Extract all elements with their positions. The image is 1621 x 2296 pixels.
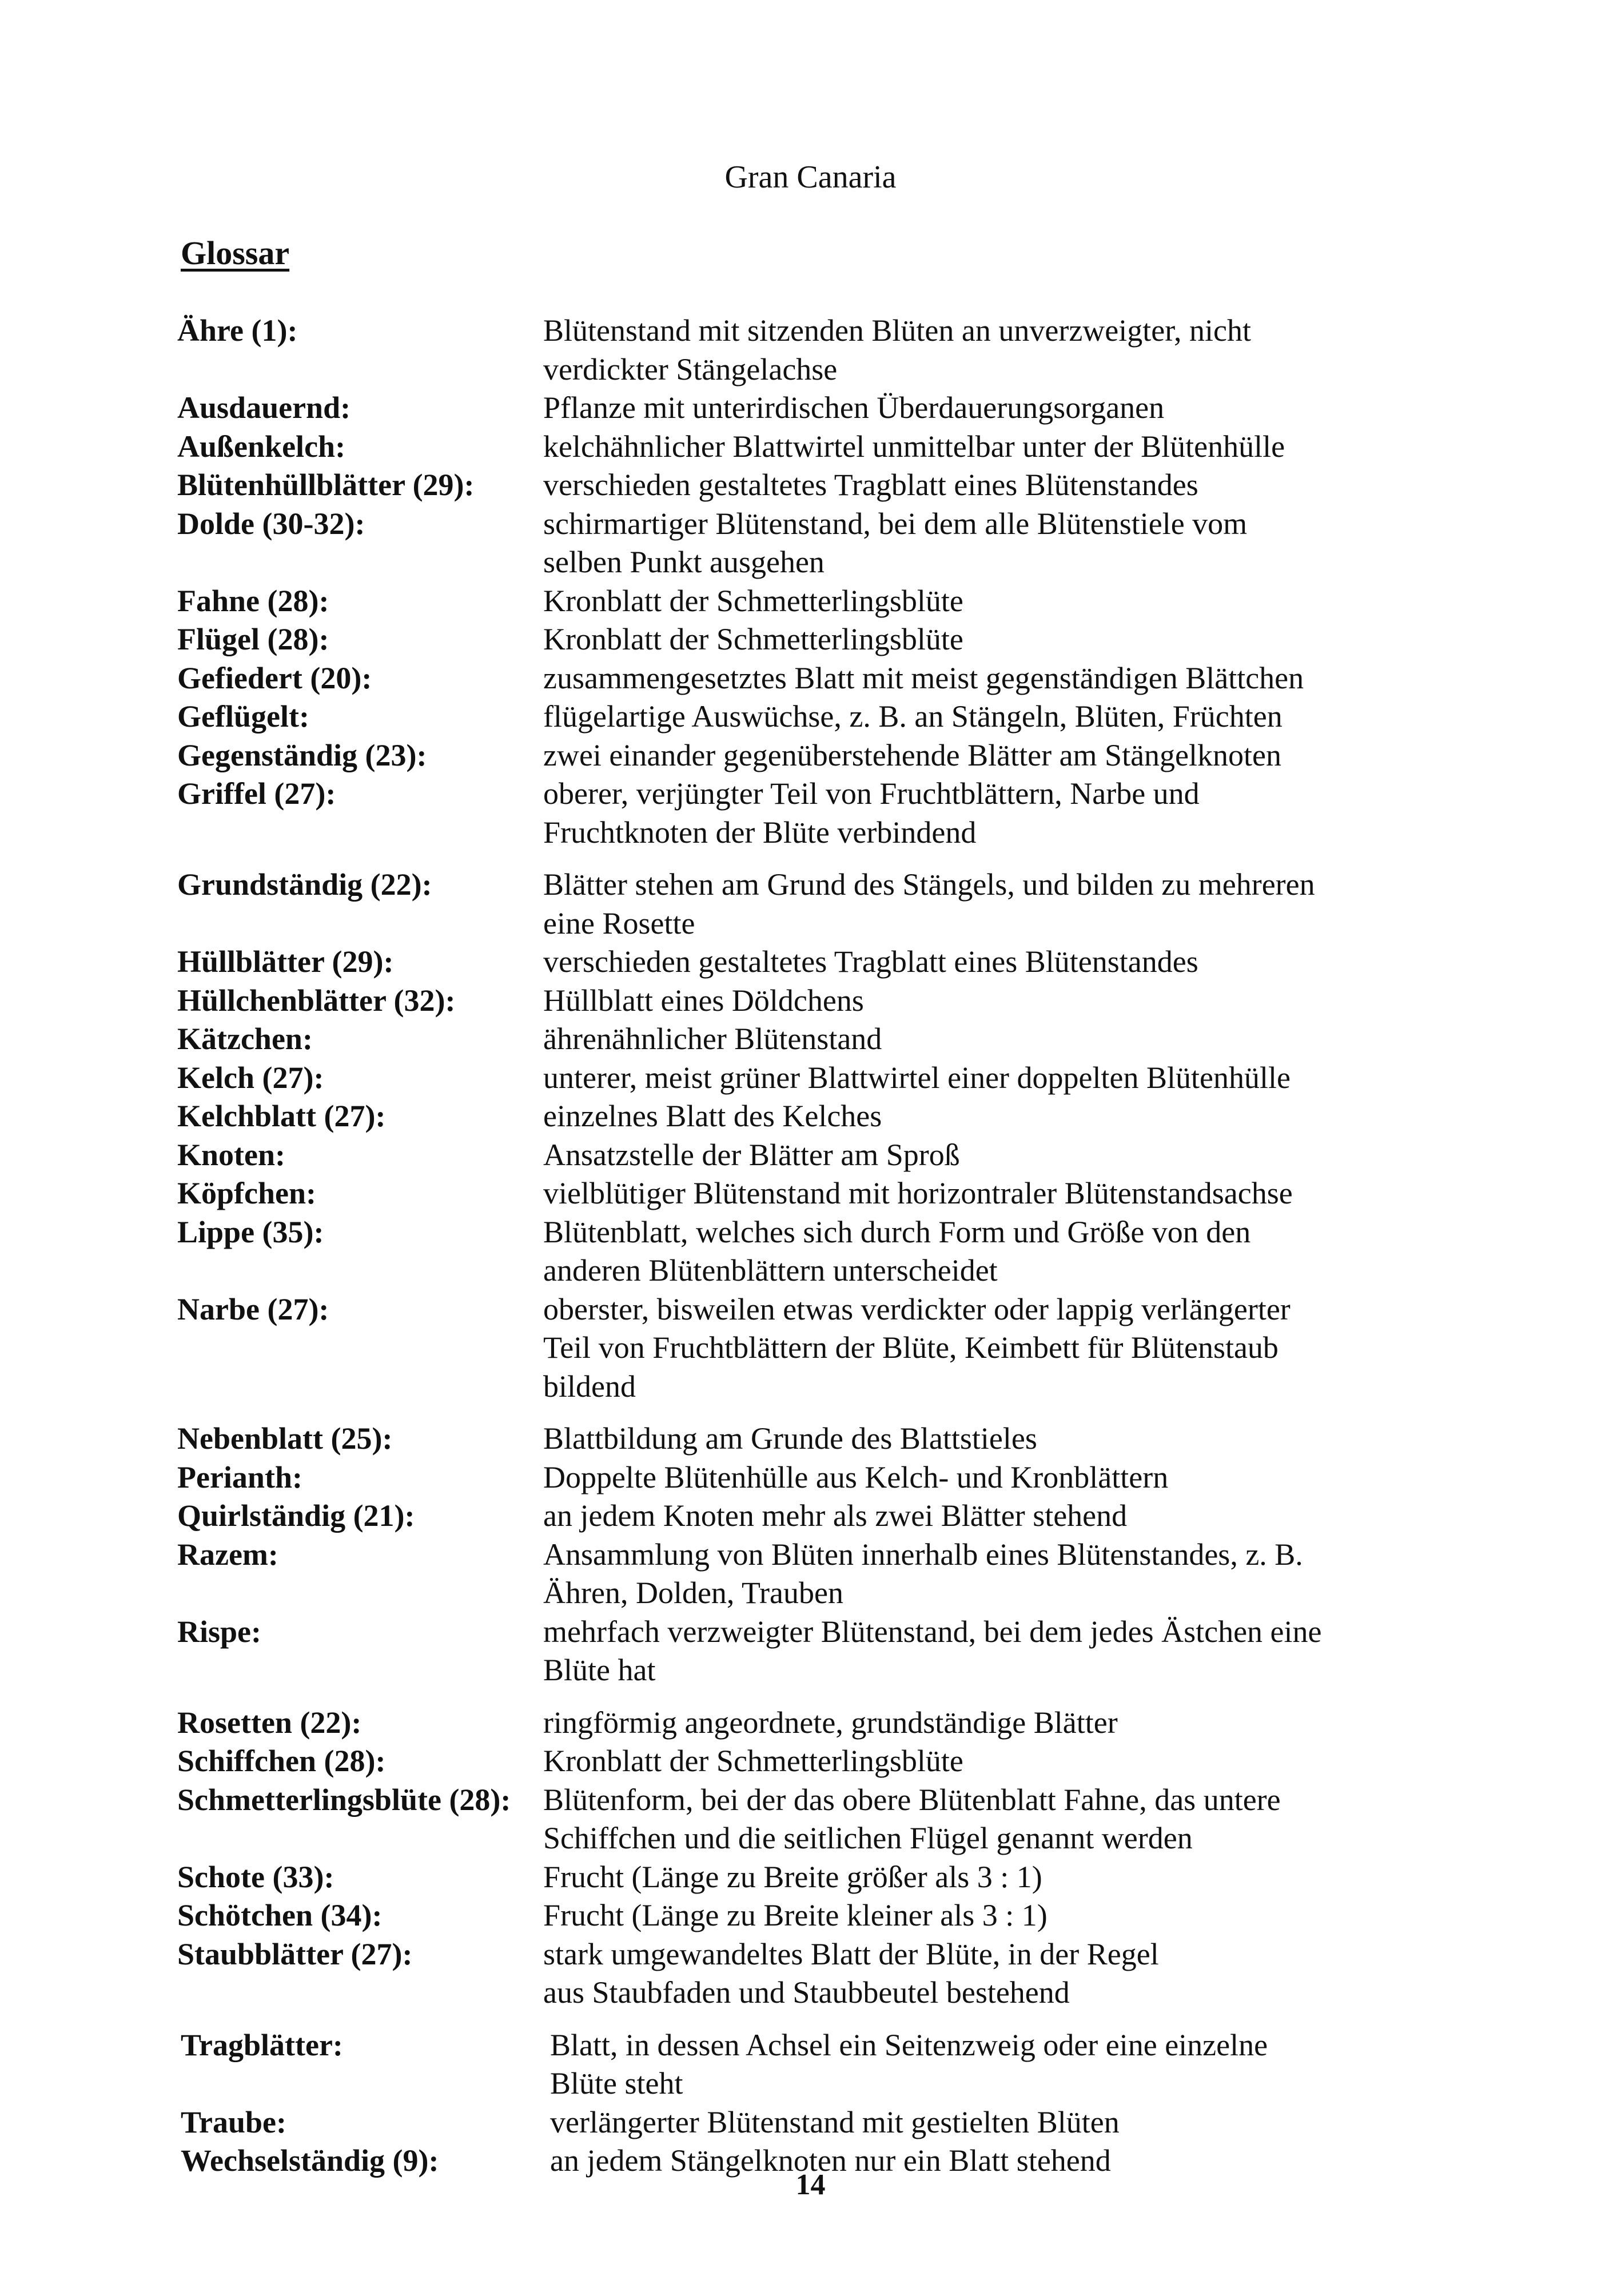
glossary-entry [177,943,1424,982]
definition-line: Hüllblatt eines Döldchens [543,983,864,1018]
glossary-entry [177,1536,1424,1613]
entry-spacer [177,2012,1424,2026]
glossary-entry [177,505,1424,582]
definition-line: anderen Blütenblättern unterscheidet [543,1253,998,1287]
definition-line: Blütenblatt, welches sich durch Form und Größe von den [543,1214,1251,1249]
glossary-term: Narbe (27): [177,1292,329,1326]
glossary-term: Nebenblatt (25): [177,1421,393,1456]
glossary-definition [543,1213,1424,1290]
glossary-entry [177,1781,1424,1858]
glossary-entry [177,775,1424,852]
glossary-definition [543,1742,1424,1781]
glossary-entry [177,1704,1424,1743]
glossary-definition [543,1497,1424,1536]
glossary-term: Perianth: [177,1460,302,1494]
entry-spacer [177,1690,1424,1704]
definition-line: Kronblatt der Schmetterlingsblüte [543,622,963,656]
glossary-definition [543,1290,1424,1406]
glossary-entry [177,1213,1424,1290]
definition-line: Fruchtknoten der Blüte verbindend [543,815,977,850]
glossary-term: Rispe: [177,1614,261,1649]
glossary-term: Gefiedert (20): [177,660,372,695]
glossary-definition [543,1020,1424,1059]
definition-line: Ähren, Dolden, Trauben [543,1576,843,1610]
glossary-entry [177,659,1424,698]
entry-spacer [177,852,1424,866]
definition-line: Doppelte Blütenhülle aus Kelch- und Kronblättern [543,1460,1169,1494]
glossary-term: Hüllchenblätter (32): [177,983,456,1018]
glossary-term: Tragblätter: [181,2027,343,2062]
definition-line: Blattbildung am Grunde des Blattstieles [543,1421,1037,1456]
definition-line: vielblütiger Blütenstand mit horizontraler Blütenstandsachse [543,1176,1293,1210]
definition-line: einzelnes Blatt des Kelches [543,1099,882,1133]
definition-line: Blütenstand mit sitzenden Blüten an unverzweigter, nicht [543,313,1252,348]
glossary-definition [543,1704,1424,1743]
glossary-definition [543,1174,1424,1213]
glossary-term: Fahne (28): [177,583,329,618]
definition-line: verschieden gestaltetes Tragblatt eines Blütenstandes [543,468,1198,502]
glossary-definition [543,1935,1424,2012]
definition-line: Teil von Fruchtblättern der Blüte, Keimbett für Blütenstaub [543,1330,1279,1365]
glossary-entry [177,1059,1424,1098]
definition-line: Blüte steht [550,2066,683,2100]
glossary-entry [177,620,1424,659]
definition-line: verlängerter Blütenstand mit gestielten Blüten [550,2104,1120,2139]
glossary-term: Hüllblätter (29): [177,944,394,979]
glossary-entry [177,1420,1424,1458]
glossary-term: Ausdauernd: [177,390,351,425]
glossary-definition [543,697,1424,736]
definition-line: Pflanze mit unterirdischen Überdauerungsorganen [543,390,1165,425]
glossary-term: Geflügelt: [177,699,309,734]
glossary-term: Grundständig (22): [177,867,432,902]
glossary-definition [543,775,1424,852]
glossary-term: Rosetten (22): [177,1705,362,1740]
glossary-definition [543,1059,1424,1098]
definition-line: Schiffchen und die seitlichen Flügel genannt werden [543,1821,1193,1855]
glossary-definition [543,1781,1424,1858]
definition-line: an jedem Knoten mehr als zwei Blätter stehend [543,1498,1128,1533]
glossary-entry [177,1174,1424,1213]
glossary-entry [177,1136,1424,1175]
definition-line: an jedem Stängelknoten nur ein Blatt stehend [550,2143,1111,2178]
glossary-term: Knoten: [177,1137,285,1172]
glossary-entry [177,428,1424,467]
glossary-definition [543,1536,1424,1613]
glossary-definition [543,312,1424,389]
glossary-entry [177,312,1424,389]
glossary-definition [543,389,1424,428]
glossary-entry [177,582,1424,621]
definition-line: Kronblatt der Schmetterlingsblüte [543,583,963,618]
glossary-term: Kelchblatt (27): [177,1099,386,1133]
glossary-entry [177,1497,1424,1536]
glossary-definition [543,505,1424,582]
definition-line: oberer, verjüngter Teil von Fruchtblättern, Narbe und [543,776,1200,811]
definition-line: unterer, meist grüner Blattwirtel einer doppelten Blütenhülle [543,1060,1291,1095]
definition-line: verdickter Stängelachse [543,352,838,386]
glossary-entry [177,1097,1424,1136]
glossary-definition [543,620,1424,659]
glossary-term: Köpfchen: [177,1176,316,1210]
glossary-term: Blütenhüllblätter (29): [177,468,475,502]
glossary-term: Gegenständig (23): [177,738,427,772]
glossary-entry [177,1020,1424,1059]
glossary-entry [177,1858,1424,1897]
entry-spacer [177,1406,1424,1420]
glossary-term: Griffel (27): [177,776,336,811]
definition-line: Ansatzstelle der Blätter am Sproß [543,1137,960,1172]
glossary-definition [543,659,1424,698]
definition-line: Ansammlung von Blüten innerhalb eines Blütenstandes, z. B. [543,1537,1303,1572]
glossary-entry [177,982,1424,1021]
glossary-definition [543,866,1424,943]
glossary-term: Schote (33): [177,1859,334,1894]
glossary-entry [177,389,1424,428]
glossary-entry [177,1896,1424,1935]
page-header: Gran Canaria [724,160,897,195]
definition-line: stark umgewandeltes Blatt der Blüte, in der Regel [543,1936,1159,1971]
definition-line: Kronblatt der Schmetterlingsblüte [543,1744,963,1778]
definition-line: kelchähnlicher Blattwirtel unmittelbar unter der Blütenhülle [543,429,1285,464]
definition-line: oberster, bisweilen etwas verdickter oder lappig verlängerter [543,1292,1291,1326]
glossary-term: Wechselständig (9): [181,2143,439,2178]
glossary-term: Staubblätter (27): [177,1936,413,1971]
definition-line: eine Rosette [543,906,695,940]
glossary-term: Traube: [181,2104,286,2139]
definition-line: selben Punkt ausgehen [543,545,825,579]
definition-line: mehrfach verzweigter Blütenstand, bei dem jedes Ästchen eine [543,1614,1322,1649]
glossary-entry [177,1935,1424,2012]
definition-line: Frucht (Länge zu Breite kleiner als 3 : 1) [543,1898,1048,1932]
glossary-definition [543,1136,1424,1175]
glossary-definition [543,736,1424,775]
section-title: Glossar [181,234,290,272]
definition-line: flügelartige Auswüchse, z. B. an Stängeln, Blüten, Früchten [543,699,1283,734]
definition-line: schirmartiger Blütenstand, bei dem alle Blütenstiele vom [543,506,1248,541]
definition-line: zusammengesetztes Blatt mit meist gegenständigen Blättchen [543,660,1304,695]
definition-line: verschieden gestaltetes Tragblatt eines Blütenstandes [543,944,1198,979]
glossary-entry [177,1742,1424,1781]
glossary-definition [543,1896,1424,1935]
glossary-list [177,312,1424,2181]
definition-line: bildend [543,1369,636,1404]
definition-line: Blüte hat [543,1653,656,1687]
glossary-definition [543,943,1424,982]
glossary-term: Ähre (1): [177,313,298,348]
glossary-term: Schötchen (34): [177,1898,383,1932]
glossary-term: Kätzchen: [177,1022,313,1056]
glossary-term: Dolde (30-32): [177,506,365,541]
definition-line: Blätter stehen am Grund des Stängels, und bilden zu mehreren [543,867,1315,902]
glossary-definition [543,2026,1424,2103]
glossary-term: Kelch (27): [177,1060,324,1095]
glossary-term: Schmetterlingsblüte (28): [177,1782,511,1817]
definition-line: ringförmig angeordnete, grundständige Blätter [543,1705,1118,1740]
glossary-definition [543,982,1424,1021]
glossary-definition [543,1097,1424,1136]
glossary-entry [177,466,1424,505]
definition-line: Blütenform, bei der das obere Blütenblatt Fahne, das untere [543,1782,1281,1817]
glossary-term: Quirlständig (21): [177,1498,415,1533]
glossary-term: Razem: [177,1537,278,1572]
glossary-entry [177,866,1424,943]
glossary-entry [177,2103,1424,2142]
definition-line: Frucht (Länge zu Breite größer als 3 : 1) [543,1859,1042,1894]
glossary-term: Schiffchen (28): [177,1744,386,1778]
glossary-definition [543,1420,1424,1458]
glossary-term: Lippe (35): [177,1214,324,1249]
glossary-definition [543,1613,1424,1690]
glossary-entry [177,736,1424,775]
page-number: 14 [795,2169,826,2201]
glossary-definition [543,582,1424,621]
definition-line: Blatt, in dessen Achsel ein Seitenzweig oder eine einzelne [550,2027,1268,2062]
glossary-definition [543,428,1424,467]
glossary-entry [177,697,1424,736]
glossary-term: Außenkelch: [177,429,346,464]
glossary-entry [177,1458,1424,1497]
glossary-entry [177,1613,1424,1690]
definition-line: zwei einander gegenüberstehende Blätter am Stängelknoten [543,738,1281,772]
glossary-definition [543,1858,1424,1897]
glossary-entry [177,1290,1424,1406]
glossary-term: Flügel (28): [177,622,329,656]
glossary-definition [543,2103,1424,2142]
glossary-definition [543,1458,1424,1497]
glossary-entry [177,2026,1424,2103]
definition-line: ährenähnlicher Blütenstand [543,1022,882,1056]
glossary-definition [543,466,1424,505]
definition-line: aus Staubfaden und Staubbeutel bestehend [543,1975,1070,2010]
